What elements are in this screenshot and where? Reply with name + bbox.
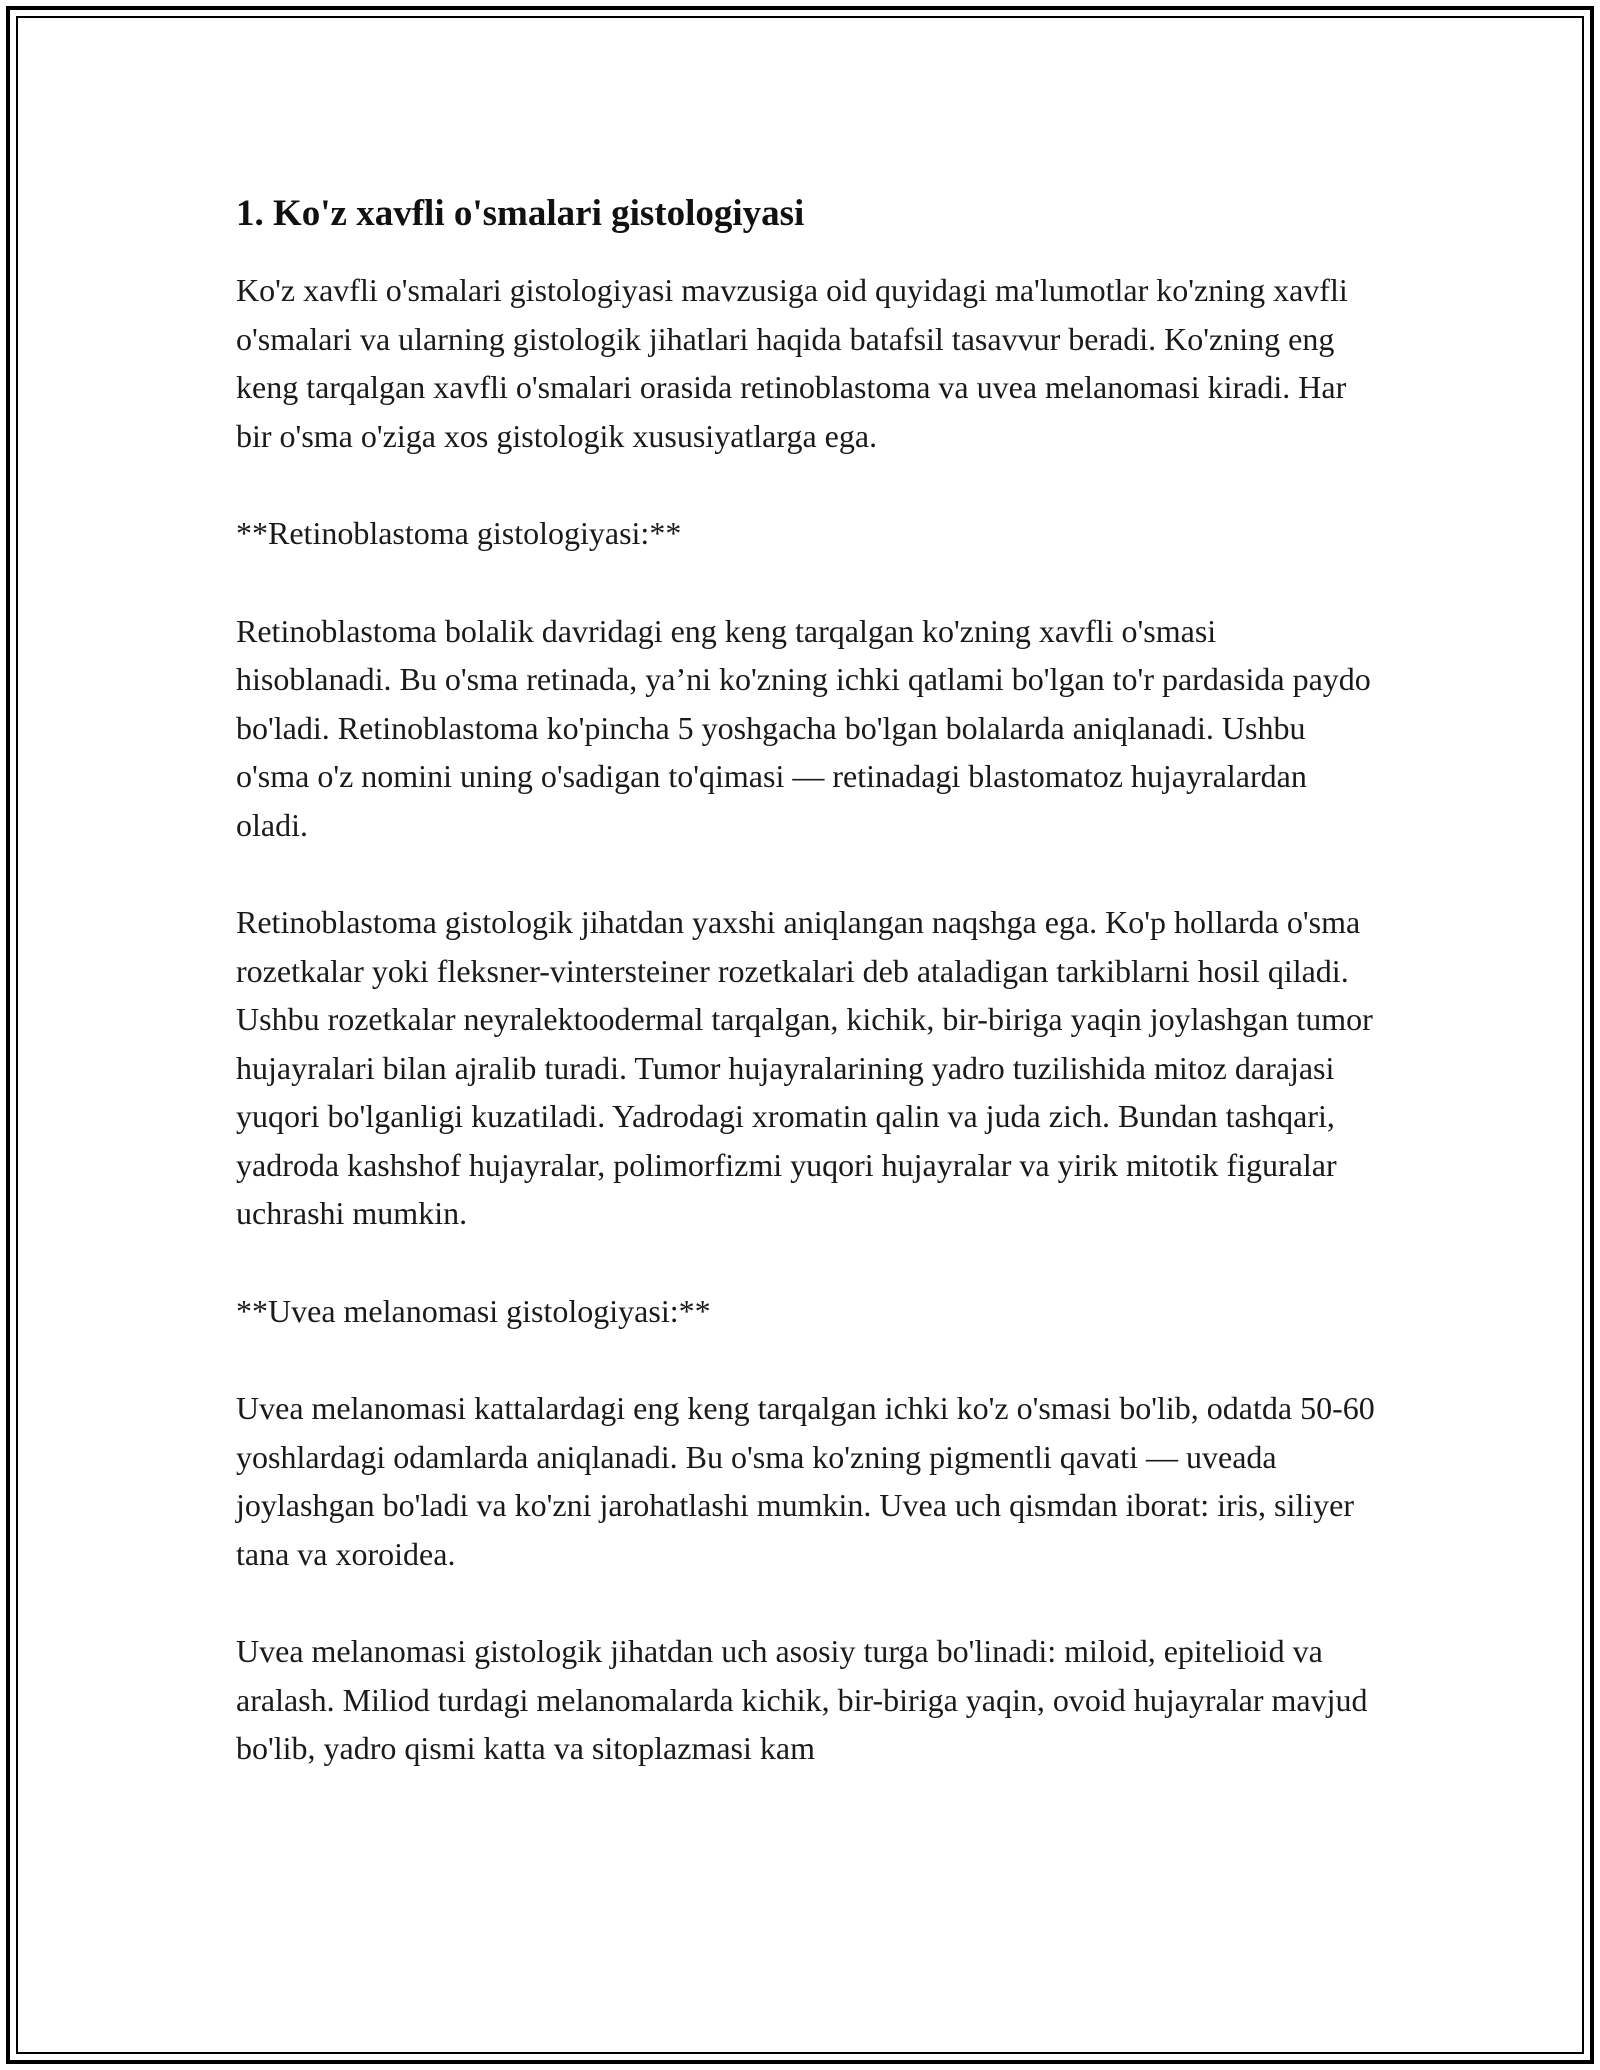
page-title: 1. Ko'z xavfli o'smalari gistologiyasi [236,193,805,234]
paragraph-retinoblastoma-histology: Retinoblastoma gistologik jihatdan yaxshi aniqlangan naqshga ega. Ko'p hollarda o'sma rozetkalar yoki fleksner-vintersteiner rozetkalari deb ataladigan tarkiblarni hosil qiladi. Ushbu rozetkalar neyralektoodermal tarqalgan, kichik, bir-biriga yaqin joylashgan tumor hujayralari bilan ajralib turadi. Tumor hujayralarining yadro tuzilishida mitoz darajasi yuqori bo'lganligi kuzatiladi. Yadrodagi xromatin qalin va juda zich. Bundan tashqari, yadroda kashshof hujayralar, polimorfizmi yuqori hujayralar va yirik mitotik figuralar uchrashi mumkin. [236,904,1373,1231]
section-heading-uvea-melanoma: **Uvea melanomasi gistologiyasi:** [236,1292,711,1329]
paragraph-retinoblastoma-overview: Retinoblastoma bolalik davridagi eng keng tarqalgan ko'zning xavfli o'smasi hisoblanadi. Bu o'sma retinada, ya’ni ko'zning ichki qatlami bo'lgan to'r pardasida paydo bo'ladi. Retinoblastoma ko'pincha 5 yoshgacha bo'lgan bolalarda aniqlanadi. Ushbu o'sma o'z nomini uning o'sadigan to'qimasi — retinadagi blastomatoz hujayralardan oladi. [236,612,1371,843]
paragraph-intro: Ko'z xavfli o'smalari gistologiyasi mavzusiga oid quyidagi ma'lumotlar ko'zning xavfli o'smalari va ularning gistologik jihatlari haqida batafsil tasavvur beradi. Ko'zning eng keng tarqalgan xavfli o'smalari orasida retinoblastoma va uvea melanomasi kiradi. Har bir o'sma o'ziga xos gistologik xususiyatlarga ega. [236,272,1348,454]
section-heading-retinoblastoma: **Retinoblastoma gistologiyasi:** [236,515,682,551]
paragraph-uvea-melanoma-overview: Uvea melanomasi kattalardagi eng keng tarqalgan ichki ko'z o'smasi bo'lib, odatda 50-60 yoshlardagi odamlarda aniqlanadi. Bu o'sma ko'zning pigmentli qavati — uveada joylashgan bo'ladi va ko'zni jarohatlashi mumkin. Uvea uch qismdan iborat: iris, siliyer tana va xoroidea. [236,1390,1375,1572]
document-body [236,188,1376,1822]
paragraph-uvea-melanoma-types: Uvea melanomasi gistologik jihatdan uch asosiy turga bo'linadi: miloid, epitelioid va aralash. Miliod turdagi melanomalarda kichik, bir-biriga yaqin, ovoid hujayralar mavjud bo'lib, yadro qismi katta va sitoplazmasi kam [236,1633,1368,1766]
